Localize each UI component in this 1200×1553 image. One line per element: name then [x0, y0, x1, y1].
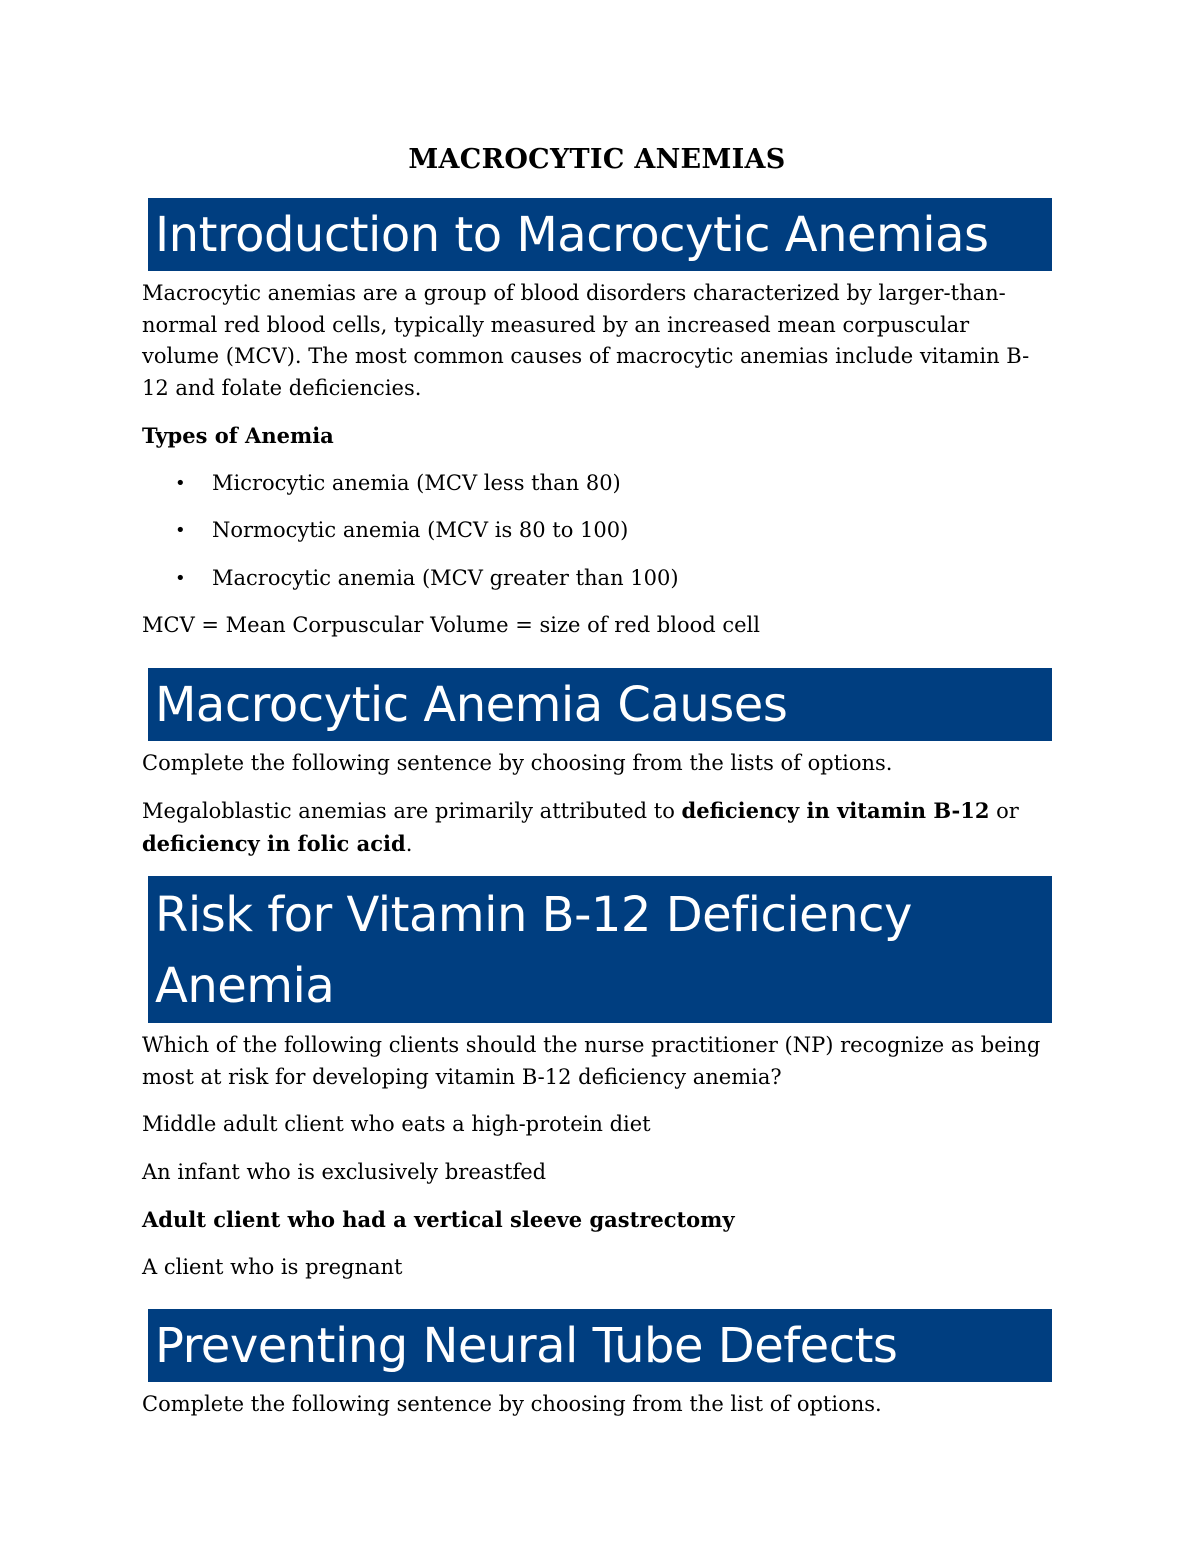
risk-option: A client who is pregnant [142, 1254, 403, 1279]
section-heading-risk [148, 876, 1052, 1023]
document-page [142, 140, 1052, 1437]
risk-option-correct: Adult client who had a vertical sleeve gastrectomy [142, 1207, 735, 1232]
bullet-icon: • [175, 520, 186, 541]
prevent-instruction: Complete the following sentence by choosing from the list of options. [142, 1392, 882, 1416]
document-title: MACROCYTIC ANEMIAS [408, 144, 786, 175]
sentence-end: . [405, 831, 413, 856]
list-item [142, 515, 1052, 547]
intro-paragraph: Macrocytic anemias are a group of blood disorders characterized by larger-than-normal red blood cells, typically measured by an increased mean corpuscular volume (MCV). The most common causes of macrocytic anemias include vitamin B-12 and folate deficiencies. [142, 281, 1030, 400]
causes-sentence [142, 795, 1052, 860]
list-item [142, 468, 1052, 500]
risk-question: Which of the following clients should the nurse practitioner (NP) recognize as being most at risk for developing vitamin B-12 deficiency anemia? [142, 1033, 1041, 1089]
bullet-icon: • [175, 472, 186, 494]
list-item [142, 563, 1052, 595]
list-item-text: Microcytic anemia (MCV less than 80) [212, 470, 621, 495]
answer-vitamin-b12: deficiency in vitamin B-12 [681, 798, 990, 823]
section-heading-prevent: Preventing Neural Tube Defects [148, 1309, 1052, 1382]
answer-folic-acid: deficiency in folic acid [142, 830, 406, 856]
bullet-icon: • [175, 567, 186, 589]
causes-instruction: Complete the following sentence by choosing from the lists of options. [142, 750, 893, 775]
sentence-mid: or [989, 799, 1019, 823]
anemia-types-list [142, 468, 1052, 595]
sentence-start: Megaloblastic anemias are primarily attributed to [142, 799, 682, 823]
heading-line-2: Anemia [155, 958, 335, 1014]
list-item-text: Macrocytic anemia (MCV greater than 100) [212, 565, 679, 590]
section-heading-intro: Introduction to Macrocytic Anemias [148, 198, 1052, 271]
risk-option: Middle adult client who eats a high-protein diet [142, 1112, 651, 1136]
heading-line-1: Risk for Vitamin B-12 Deficiency [155, 887, 912, 943]
mcv-definition: MCV = Mean Corpuscular Volume = size of red blood cell [142, 613, 760, 637]
risk-option: An infant who is exclusively breastfed [142, 1159, 547, 1184]
types-of-anemia-label: Types of Anemia [142, 423, 334, 448]
section-heading-causes: Macrocytic Anemia Causes [148, 668, 1052, 741]
list-item-text: Normocytic anemia (MCV is 80 to 100) [212, 518, 629, 542]
